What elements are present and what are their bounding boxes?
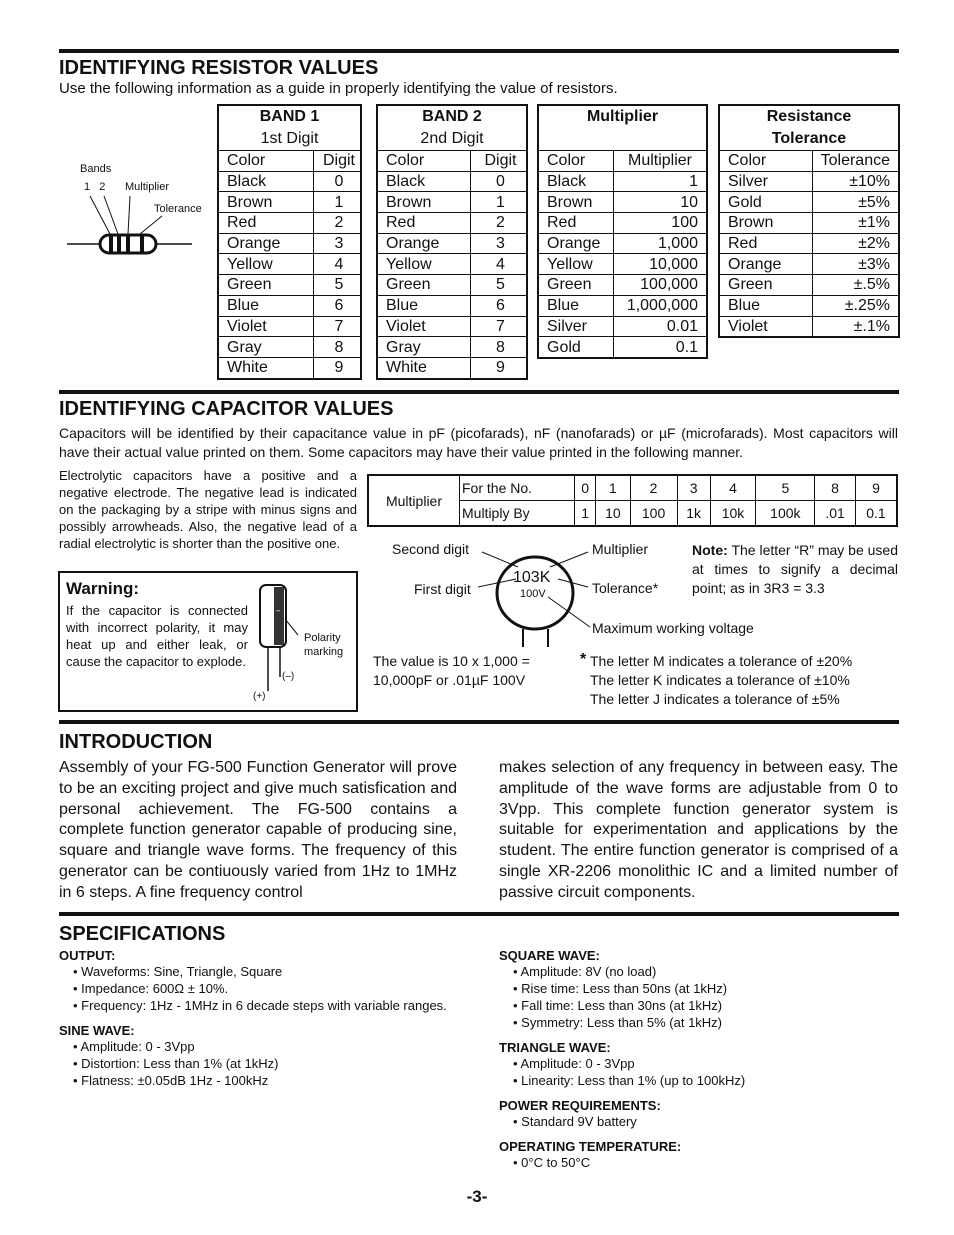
spec-group — [499, 1040, 897, 1089]
value-cell: 9 — [314, 357, 361, 377]
value-cell: ±5% — [812, 192, 898, 213]
color-cell: Blue — [378, 295, 471, 316]
column-header: Color — [547, 152, 586, 170]
table-row — [378, 316, 526, 337]
value-cell: 8 — [471, 337, 527, 358]
band2-header — [378, 106, 526, 151]
color-cell: Violet — [720, 316, 812, 336]
section-rule — [59, 390, 899, 394]
color-cell: Red — [378, 213, 471, 234]
value-cell: 6 — [471, 295, 527, 316]
value-cell: ±.5% — [812, 275, 898, 296]
color-cell: Yellow — [539, 254, 614, 275]
color-cell: Gray — [378, 337, 471, 358]
value-cell: 3 — [471, 233, 527, 254]
introduction-title: INTRODUCTION — [59, 731, 213, 753]
tolerance-callout-label: Tolerance* — [592, 580, 659, 596]
resistor-section-title: IDENTIFYING RESISTOR VALUES — [59, 57, 379, 79]
value-cell: 1 — [614, 171, 707, 192]
table-row — [539, 337, 706, 357]
spec-list — [59, 1038, 457, 1089]
value-cell: 1,000 — [614, 233, 707, 254]
spec-item: • Amplitude: 0 - 3Vpp — [499, 1055, 897, 1072]
band1-column-header-row — [219, 151, 360, 171]
multiply-by-cell: 1k — [677, 501, 710, 527]
band1-header — [219, 106, 360, 151]
code-digit-cell: 3 — [677, 475, 710, 501]
color-cell: Gray — [219, 337, 314, 358]
spec-item: • Amplitude: 0 - 3Vpp — [59, 1038, 457, 1055]
color-cell: Yellow — [378, 254, 471, 275]
introduction-col1: Assembly of your FG-500 Function Generator will prove to be an exciting project and give much satisfication and personal achievement. The FG-500 contains a complete function generator capable of producing sine, square and triangle wave forms. The frequency of this generator can be contiuously varied from 1Hz to 1MHz in 6 steps. A fine frequency control — [59, 759, 457, 901]
color-cell: Orange — [539, 233, 614, 254]
band2-table — [376, 104, 528, 380]
table-row — [539, 192, 706, 213]
value-cell: 0.1 — [614, 337, 707, 357]
color-cell: Green — [378, 275, 471, 296]
spec-item: • Waveforms: Sine, Triangle, Square — [59, 963, 457, 980]
color-cell: Red — [720, 233, 812, 254]
spec-group — [499, 1139, 897, 1171]
color-cell: Green — [539, 275, 614, 296]
section-rule — [59, 912, 899, 916]
multiply-by-cell: .01 — [815, 501, 856, 527]
value-cell: ±3% — [812, 254, 898, 275]
table-row — [219, 192, 360, 213]
value-cell: 10 — [614, 192, 707, 213]
multiplier-header — [539, 106, 706, 151]
code-digit-cell: 0 — [575, 475, 596, 501]
capacitor-multiplier-table — [367, 474, 898, 527]
value-cell: 100,000 — [614, 275, 707, 296]
value-cell: 7 — [314, 316, 361, 337]
specifications-title: SPECIFICATIONS — [59, 923, 226, 945]
spec-group — [59, 1023, 457, 1089]
value-cell: 1,000,000 — [614, 295, 707, 316]
color-cell: Orange — [378, 233, 471, 254]
capacitor-voltage: 100V — [520, 588, 546, 600]
electrolytic-text: Electrolytic capacitors have a positive and a negative electrode. The negative lead is indicated on the packaging by a stripe with minus signs and possibly arrowheads. Also, the negative lead of a radial electrolytic is shorter than the positive one. — [59, 468, 357, 551]
table-row — [219, 316, 360, 337]
spec-group — [59, 948, 457, 1014]
value-cell: ±.25% — [812, 295, 898, 316]
spec-item: • Distortion: Less than 1% (at 1kHz) — [59, 1055, 457, 1072]
value-cell: 2 — [314, 213, 361, 234]
band2-subtitle: 2nd Digit — [420, 130, 484, 147]
multiplier-table — [537, 104, 708, 359]
table-row — [720, 295, 898, 316]
color-cell: Gold — [720, 192, 812, 213]
color-cell: Brown — [219, 192, 314, 213]
table-row — [219, 233, 360, 254]
table-row — [219, 337, 360, 358]
color-cell: Brown — [378, 192, 471, 213]
value-cell: 6 — [314, 295, 361, 316]
multiply-by-cell: 100 — [630, 501, 677, 527]
multiply-by-cell: 100k — [756, 501, 815, 527]
introduction-col2: makes selection of any frequency in between easy. The amplitude of the wave forms are adjustable from 0 to 3Vpp. This complete function generator system is suitable for experimentation and applications by the student. The entire function generator is comprised of a single XR-2206 monolithic IC and a limited number of passive circuit components. — [499, 759, 898, 901]
color-cell: Black — [539, 171, 614, 192]
table-row — [219, 275, 360, 296]
resistor-diagram — [62, 160, 217, 260]
code-digit-cell: 8 — [815, 475, 856, 501]
table-row — [720, 254, 898, 275]
row-label-multiply-by: Multiply By — [460, 501, 575, 527]
band1-subtitle: 1st Digit — [260, 130, 319, 147]
resistor-icon — [62, 160, 217, 260]
capacitor-multiplier-label: Multiplier — [368, 475, 460, 526]
table-row — [378, 295, 526, 316]
code-digit-cell: 4 — [710, 475, 756, 501]
value-cell: 100 — [614, 213, 707, 234]
column-header: Color — [227, 152, 266, 170]
color-cell: Silver — [539, 316, 614, 337]
code-digit-cell: 1 — [596, 475, 630, 501]
multiplier-title: Multiplier — [586, 108, 659, 125]
table-row — [219, 254, 360, 275]
table-row — [219, 295, 360, 316]
table-row — [378, 357, 526, 377]
table-row — [720, 213, 898, 234]
tolerance-subtitle: Tolerance — [771, 130, 847, 147]
color-cell: Red — [539, 213, 614, 234]
electrolytic-capacitor-icon — [254, 581, 304, 691]
tolerance-note-m: The letter M indicates a tolerance of ±20% — [590, 653, 853, 669]
color-cell: Gold — [539, 337, 614, 357]
value-example-line2: 10,000pF or .01µF 100V — [373, 672, 526, 688]
capacitor-code: 103K — [513, 569, 551, 586]
resistor-intro: Use the following information as a guide in properly identifying the value of resistors. — [59, 80, 618, 97]
code-digit-cell: 9 — [855, 475, 897, 501]
spec-heading: SQUARE WAVE: — [499, 948, 600, 963]
table-row — [378, 275, 526, 296]
tolerance-note-k: The letter K indicates a tolerance of ±10% — [590, 672, 850, 688]
table-row — [539, 275, 706, 296]
value-cell: 4 — [314, 254, 361, 275]
column-header: Tolerance — [812, 151, 898, 171]
svg-text:–: – — [276, 606, 281, 616]
color-cell: White — [378, 357, 471, 377]
spec-list — [499, 1154, 897, 1171]
minus-label: (–) — [282, 671, 295, 682]
table-row — [539, 233, 706, 254]
spec-heading: OUTPUT: — [59, 948, 116, 963]
spec-heading: TRIANGLE WAVE: — [499, 1040, 611, 1055]
table-row — [378, 254, 526, 275]
spec-item: • Linearity: Less than 1% (up to 100kHz) — [499, 1072, 897, 1089]
color-cell: Yellow — [219, 254, 314, 275]
tolerance-label: Tolerance — [154, 203, 202, 215]
max-voltage-label: Maximum working voltage — [592, 620, 754, 636]
color-cell: Brown — [720, 213, 812, 234]
value-cell: 1 — [314, 192, 361, 213]
multiply-by-cell: 0.1 — [855, 501, 897, 527]
column-header: Multiplier — [614, 151, 707, 171]
spec-item: • Rise time: Less than 50ns (at 1kHz) — [499, 980, 897, 997]
spec-item: • Impedance: 600Ω ± 10%. — [59, 980, 457, 997]
table-row — [539, 213, 706, 234]
spec-list — [499, 1055, 897, 1089]
color-cell: Red — [219, 213, 314, 234]
value-example-line1: The value is 10 x 1,000 = — [373, 653, 530, 669]
value-cell: 0.01 — [614, 316, 707, 337]
table-row — [539, 316, 706, 337]
multiply-by-cell: 1 — [575, 501, 596, 527]
value-cell: 4 — [471, 254, 527, 275]
spec-item: • Symmetry: Less than 5% (at 1kHz) — [499, 1014, 897, 1031]
color-cell: Violet — [219, 316, 314, 337]
note-label: Note: — [692, 542, 728, 558]
color-cell: Brown — [539, 192, 614, 213]
table-row — [539, 295, 706, 316]
color-cell: Blue — [539, 295, 614, 316]
table-row — [378, 171, 526, 192]
value-cell: 5 — [471, 275, 527, 296]
section-rule — [59, 720, 899, 724]
spec-item: • Fall time: Less than 30ns (at 1kHz) — [499, 997, 897, 1014]
code-digit-cell: 2 — [630, 475, 677, 501]
spec-group — [499, 948, 897, 1031]
color-cell: Blue — [219, 295, 314, 316]
band1-title: BAND 1 — [259, 108, 320, 125]
page-number: -3- — [466, 1187, 488, 1206]
table-row — [219, 171, 360, 192]
specifications-left-column — [59, 948, 457, 1098]
value-cell: ±.1% — [812, 316, 898, 336]
value-cell: ±2% — [812, 233, 898, 254]
color-cell: Green — [720, 275, 812, 296]
table-row — [219, 357, 360, 377]
value-cell: 0 — [471, 171, 527, 192]
note-block — [692, 541, 898, 598]
spec-list — [499, 1113, 897, 1130]
color-cell: Black — [219, 171, 314, 192]
band1-table — [217, 104, 362, 380]
multiply-by-cell: 10 — [596, 501, 630, 527]
spec-item: • Frequency: 1Hz - 1MHz in 6 decade steps with variable ranges. — [59, 997, 457, 1014]
note-text: The letter “R” may be used at times to signify a decimal point; as in 3R3 = 3.3 — [692, 542, 898, 596]
spec-item: • Flatness: ±0.05dB 1Hz - 100kHz — [59, 1072, 457, 1089]
color-cell: Orange — [219, 233, 314, 254]
column-header: Digit — [314, 151, 361, 171]
multiply-by-cell: 10k — [710, 501, 756, 527]
value-cell: 5 — [314, 275, 361, 296]
multiplier-label: Multiplier — [125, 181, 170, 193]
band-numbers-label: 1 2 — [84, 181, 106, 193]
warning-box — [58, 571, 358, 712]
color-cell: Silver — [720, 171, 812, 192]
spec-item: • Amplitude: 8V (no load) — [499, 963, 897, 980]
code-digit-cell: 5 — [756, 475, 815, 501]
table-row — [720, 233, 898, 254]
value-cell: 1 — [471, 192, 527, 213]
warning-text: If the capacitor is connected with incorrect polarity, it may heat up and either leak, or cause the capacitor to explode. — [66, 603, 248, 669]
table-row — [539, 254, 706, 275]
table-row — [378, 192, 526, 213]
capacitor-intro: Capacitors will be identified by their capacitance value in pF (picofarads), nF (nanofarads) or µF (microfarads). Most capacitors will have their actual value printed on them. Some capacitors may have their value printed in the following manner. — [59, 425, 898, 460]
value-cell: 0 — [314, 171, 361, 192]
first-digit-label: First digit — [414, 581, 471, 597]
value-cell: 3 — [314, 233, 361, 254]
specifications-right-column — [499, 948, 897, 1180]
tolerance-star: * — [580, 651, 587, 668]
column-header: Color — [728, 152, 767, 170]
second-digit-label: Second digit — [392, 541, 470, 557]
table-row — [378, 233, 526, 254]
multiplier-column-header-row — [539, 151, 706, 171]
warning-title: Warning: — [66, 579, 140, 598]
color-cell: Black — [378, 171, 471, 192]
column-header: Digit — [471, 151, 527, 171]
spec-item: • 0°C to 50°C — [499, 1154, 897, 1171]
value-cell: 2 — [471, 213, 527, 234]
section-rule — [59, 49, 899, 53]
band2-column-header-row — [378, 151, 526, 171]
tolerance-title: Resistance — [766, 108, 852, 125]
polarity-label: Polarity marking — [304, 632, 344, 658]
value-cell: 10,000 — [614, 254, 707, 275]
multiplier-callout-label: Multiplier — [592, 541, 649, 557]
column-header: Color — [386, 152, 425, 170]
value-cell: ±10% — [812, 171, 898, 192]
table-row — [539, 171, 706, 192]
value-cell: 8 — [314, 337, 361, 358]
spec-item: • Standard 9V battery — [499, 1113, 897, 1130]
spec-list — [59, 963, 457, 1014]
color-cell: Violet — [378, 316, 471, 337]
color-cell: Blue — [720, 295, 812, 316]
color-cell: Orange — [720, 254, 812, 275]
spec-group — [499, 1098, 897, 1130]
capacitor-section-title: IDENTIFYING CAPACITOR VALUES — [59, 398, 394, 420]
spec-heading: SINE WAVE: — [59, 1023, 135, 1038]
bands-label: Bands — [80, 163, 112, 175]
tolerance-table — [718, 104, 900, 338]
spec-heading: POWER REQUIREMENTS: — [499, 1098, 661, 1113]
color-cell: White — [219, 357, 314, 377]
table-row — [720, 171, 898, 192]
table-row — [378, 337, 526, 358]
table-row — [378, 213, 526, 234]
table-row — [720, 275, 898, 296]
table-row — [720, 316, 898, 336]
spec-heading: OPERATING TEMPERATURE: — [499, 1139, 682, 1154]
table-row — [219, 213, 360, 234]
spec-list — [499, 963, 897, 1031]
table-row — [720, 192, 898, 213]
value-cell: 7 — [471, 316, 527, 337]
tolerance-column-header-row — [720, 151, 898, 171]
color-cell: Green — [219, 275, 314, 296]
row-label-for-the-no: For the No. — [460, 475, 575, 501]
value-cell: ±1% — [812, 213, 898, 234]
band2-title: BAND 2 — [422, 108, 482, 125]
tolerance-header — [720, 106, 898, 151]
value-cell: 9 — [471, 357, 527, 377]
plus-label: (+) — [253, 691, 266, 702]
tolerance-note-j: The letter J indicates a tolerance of ±5% — [590, 691, 840, 707]
